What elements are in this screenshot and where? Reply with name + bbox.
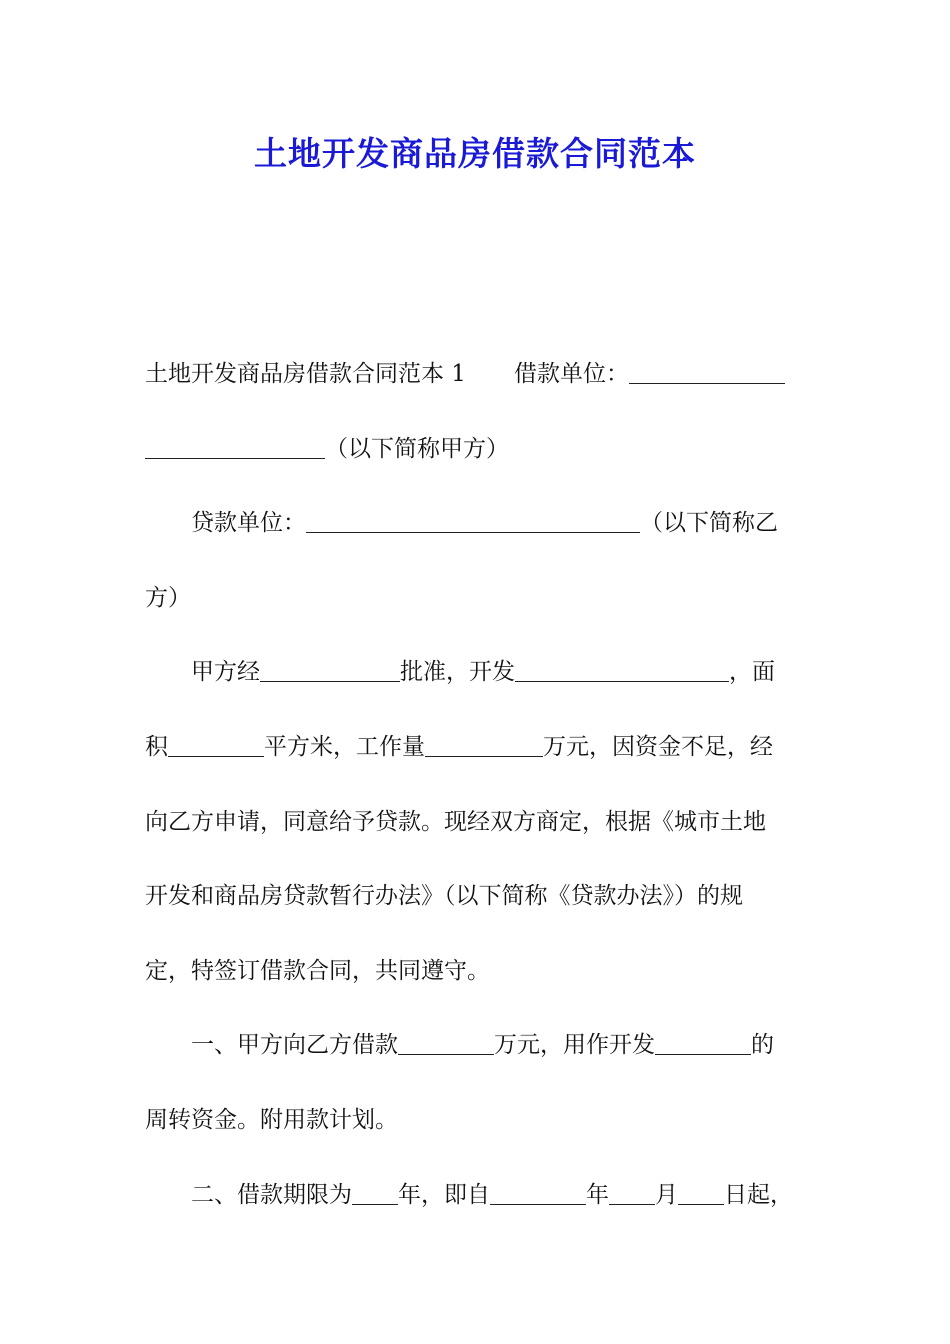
intro-text-4: 积 <box>145 733 168 760</box>
approval-authority-blank[interactable] <box>260 661 400 682</box>
development-project-blank[interactable] <box>655 1034 751 1055</box>
document-body <box>145 337 810 1232</box>
paragraph-heading-borrower <box>145 337 810 412</box>
area-blank[interactable] <box>168 736 264 757</box>
paragraph-clause-1 <box>145 1008 810 1157</box>
intro-text-8: 开发和商品房贷款暂行办法》（以下简称《贷款办法》）的规 <box>145 883 743 910</box>
clause2-text-4: 月 <box>655 1181 678 1208</box>
paragraph-clause-2 <box>145 1158 810 1233</box>
intro-text-2: 批准，开发 <box>400 659 515 686</box>
start-day-blank[interactable] <box>678 1184 724 1205</box>
clause2-text-3: 年 <box>586 1181 609 1208</box>
lender-suffix-b: 方） <box>145 584 191 611</box>
lender-blank[interactable] <box>306 512 640 533</box>
start-year-blank[interactable] <box>490 1184 586 1205</box>
party-a-suffix: （以下简称甲方） <box>325 435 509 462</box>
intro-text-6: 万元，因资金不足，经 <box>543 733 773 760</box>
lender-suffix-a: （以下简称乙 <box>640 510 778 537</box>
intro-text-7: 向乙方申请，同意给予贷款。现经双方商定，根据《城市土地 <box>145 808 766 835</box>
paragraph-party-a <box>145 412 810 487</box>
clause1-text-2: 万元，用作开发 <box>494 1032 655 1059</box>
project-name-blank[interactable] <box>515 661 729 682</box>
workload-blank[interactable] <box>425 736 543 757</box>
intro-text-1: 甲方经 <box>191 659 260 686</box>
borrower-label: 借款单位： <box>513 361 629 387</box>
clause2-text-5: 日起， <box>724 1181 793 1208</box>
clause2-text-1: 二、借款期限为 <box>191 1181 352 1208</box>
document-title: 土地开发商品房借款合同范本 <box>254 134 696 173</box>
paragraph-lender <box>145 486 810 635</box>
clause1-text-1: 一、甲方向乙方借款 <box>191 1032 398 1059</box>
intro-text-3: ，面 <box>729 659 775 686</box>
section-heading: 土地开发商品房借款合同范本 1 <box>145 361 466 387</box>
clause1-text-3: 的 <box>751 1032 774 1059</box>
lender-label: 贷款单位： <box>191 510 306 537</box>
clause1-text-4: 周转资金。附用款计划。 <box>145 1106 398 1133</box>
borrower-blank[interactable] <box>629 363 785 384</box>
loan-amount-blank[interactable] <box>398 1034 494 1055</box>
paragraph-intro <box>145 635 810 1008</box>
term-years-blank[interactable] <box>352 1184 398 1205</box>
intro-text-9: 定，特签订借款合同，共同遵守。 <box>145 957 490 984</box>
start-month-blank[interactable] <box>609 1184 655 1205</box>
borrower-name-blank[interactable] <box>145 438 325 459</box>
intro-text-5: 平方米，工作量 <box>264 733 425 760</box>
clause2-text-2: 年，即自 <box>398 1181 490 1208</box>
